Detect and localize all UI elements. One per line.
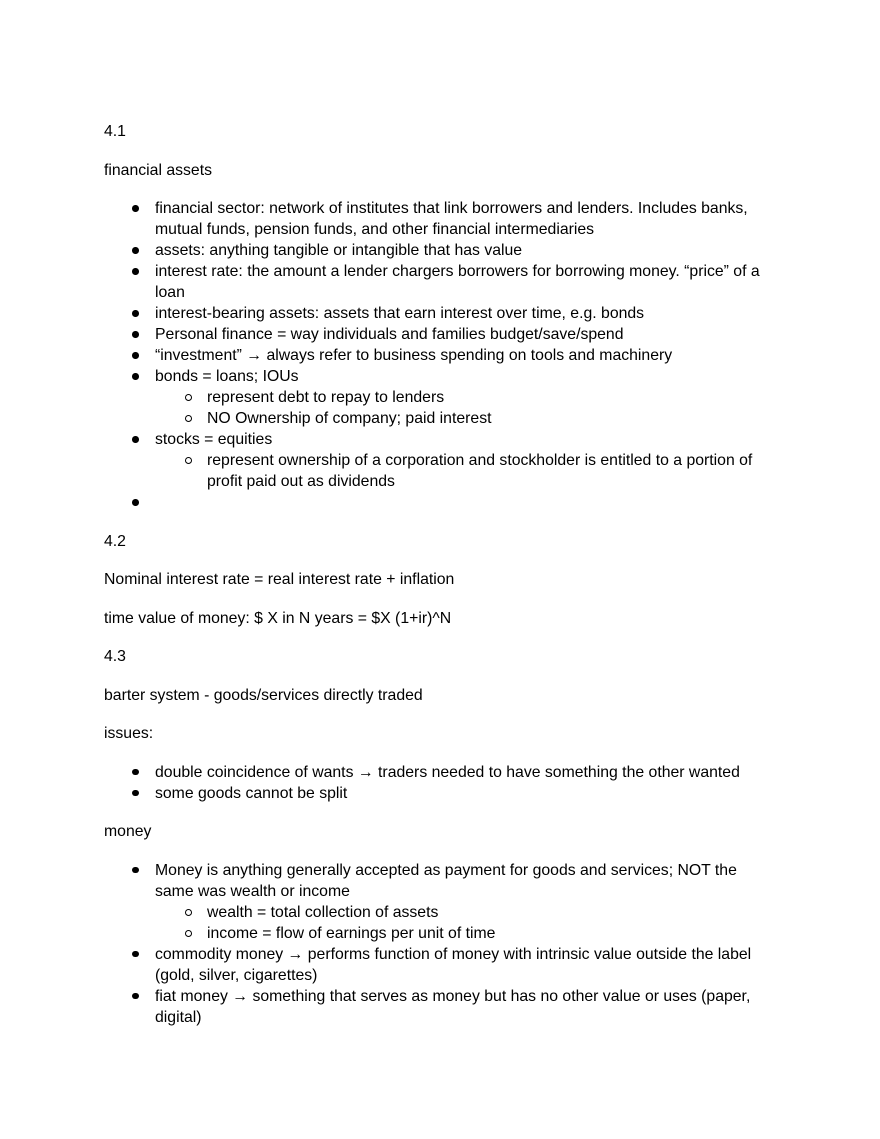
list-item-text: represent ownership of a corporation and stockholder is entitled to a portion of profit paid out as dividends — [207, 452, 753, 490]
list-item — [104, 324, 776, 345]
list-item-text: assets: anything tangible or intangible that has value — [155, 242, 523, 259]
disc-bullet-icon — [132, 867, 139, 874]
list-item-text: fiat money → something that serves as money but has no other value or uses (paper, digital) — [155, 987, 751, 1026]
list-item — [104, 261, 776, 303]
paragraph: issues: — [104, 725, 154, 742]
list-item-text: interest rate: the amount a lender chargers borrowers for borrowing money. “price” of a loan — [155, 263, 760, 301]
disc-bullet-icon — [132, 331, 139, 338]
list-item — [104, 492, 776, 513]
bullet-list — [104, 198, 776, 513]
disc-bullet-icon — [132, 499, 139, 506]
disc-bullet-icon — [132, 268, 139, 275]
list-item-text: income = flow of earnings per unit of time — [207, 924, 496, 942]
list-item — [104, 345, 776, 366]
list-item-text: interest-bearing assets: assets that earn interest over time, e.g. bonds — [155, 305, 645, 322]
disc-bullet-icon — [132, 373, 139, 380]
disc-bullet-icon — [132, 310, 139, 317]
list-item — [104, 387, 776, 408]
paragraph: barter system - goods/services directly traded — [104, 686, 423, 704]
paragraph: Nominal interest rate = real interest rate + inflation — [104, 571, 455, 588]
disc-bullet-icon — [132, 993, 139, 1000]
list-item — [104, 450, 776, 492]
paragraph: 4.1 — [104, 123, 126, 140]
paragraph: 4.3 — [104, 648, 126, 665]
list-item-text: financial sector: network of institutes that link borrowers and lenders. Includes banks, mutual funds, pension funds, and other financial intermediaries — [155, 200, 748, 238]
disc-bullet-icon — [132, 352, 139, 359]
list-item — [104, 198, 776, 240]
list-item — [104, 923, 776, 944]
disc-bullet-icon — [132, 951, 139, 958]
circle-bullet-icon — [185, 930, 192, 937]
list-item — [104, 429, 776, 450]
list-item-text: Personal finance = way individuals and families budget/save/spend — [155, 326, 624, 343]
disc-bullet-icon — [132, 769, 139, 776]
list-item-text: “investment” → always refer to business spending on tools and machinery — [155, 347, 673, 364]
circle-bullet-icon — [185, 909, 192, 916]
list-item — [104, 986, 776, 1028]
list-item — [104, 303, 776, 324]
list-item — [104, 762, 776, 783]
list-item — [104, 240, 776, 261]
disc-bullet-icon — [132, 436, 139, 443]
disc-bullet-icon — [132, 790, 139, 797]
circle-bullet-icon — [185, 415, 192, 422]
list-item — [104, 408, 776, 429]
list-item-text: represent debt to repay to lenders — [207, 389, 445, 406]
list-item — [104, 902, 776, 923]
list-item-text: commodity money → performs function of money with intrinsic value outside the label (gold, silver, cigarettes) — [155, 945, 752, 984]
list-item-text: double coincidence of wants → traders needed to have something the other wanted — [155, 763, 740, 781]
disc-bullet-icon — [132, 247, 139, 254]
paragraph: time value of money: $ X in N years = $X (1+ir)^N — [104, 609, 452, 627]
bullet-list — [104, 860, 776, 1028]
circle-bullet-icon — [185, 457, 192, 464]
disc-bullet-icon — [132, 205, 139, 212]
list-item-text: bonds = loans; IOUs — [155, 368, 299, 385]
list-item-text: NO Ownership of company; paid interest — [207, 410, 492, 427]
paragraph: money — [104, 823, 152, 840]
list-item-text: Money is anything generally accepted as payment for goods and services; NOT the same was wealth or income — [155, 861, 737, 900]
bullet-list — [104, 762, 776, 804]
list-item-text: stocks = equities — [155, 431, 273, 448]
list-item — [104, 366, 776, 387]
paragraph: financial assets — [104, 161, 213, 179]
list-item — [104, 783, 776, 804]
list-item — [104, 944, 776, 986]
list-item-text: wealth = total collection of assets — [207, 903, 439, 921]
list-item — [104, 860, 776, 902]
list-item-text: some goods cannot be split — [155, 784, 348, 802]
paragraph: 4.2 — [104, 532, 126, 550]
circle-bullet-icon — [185, 394, 192, 401]
